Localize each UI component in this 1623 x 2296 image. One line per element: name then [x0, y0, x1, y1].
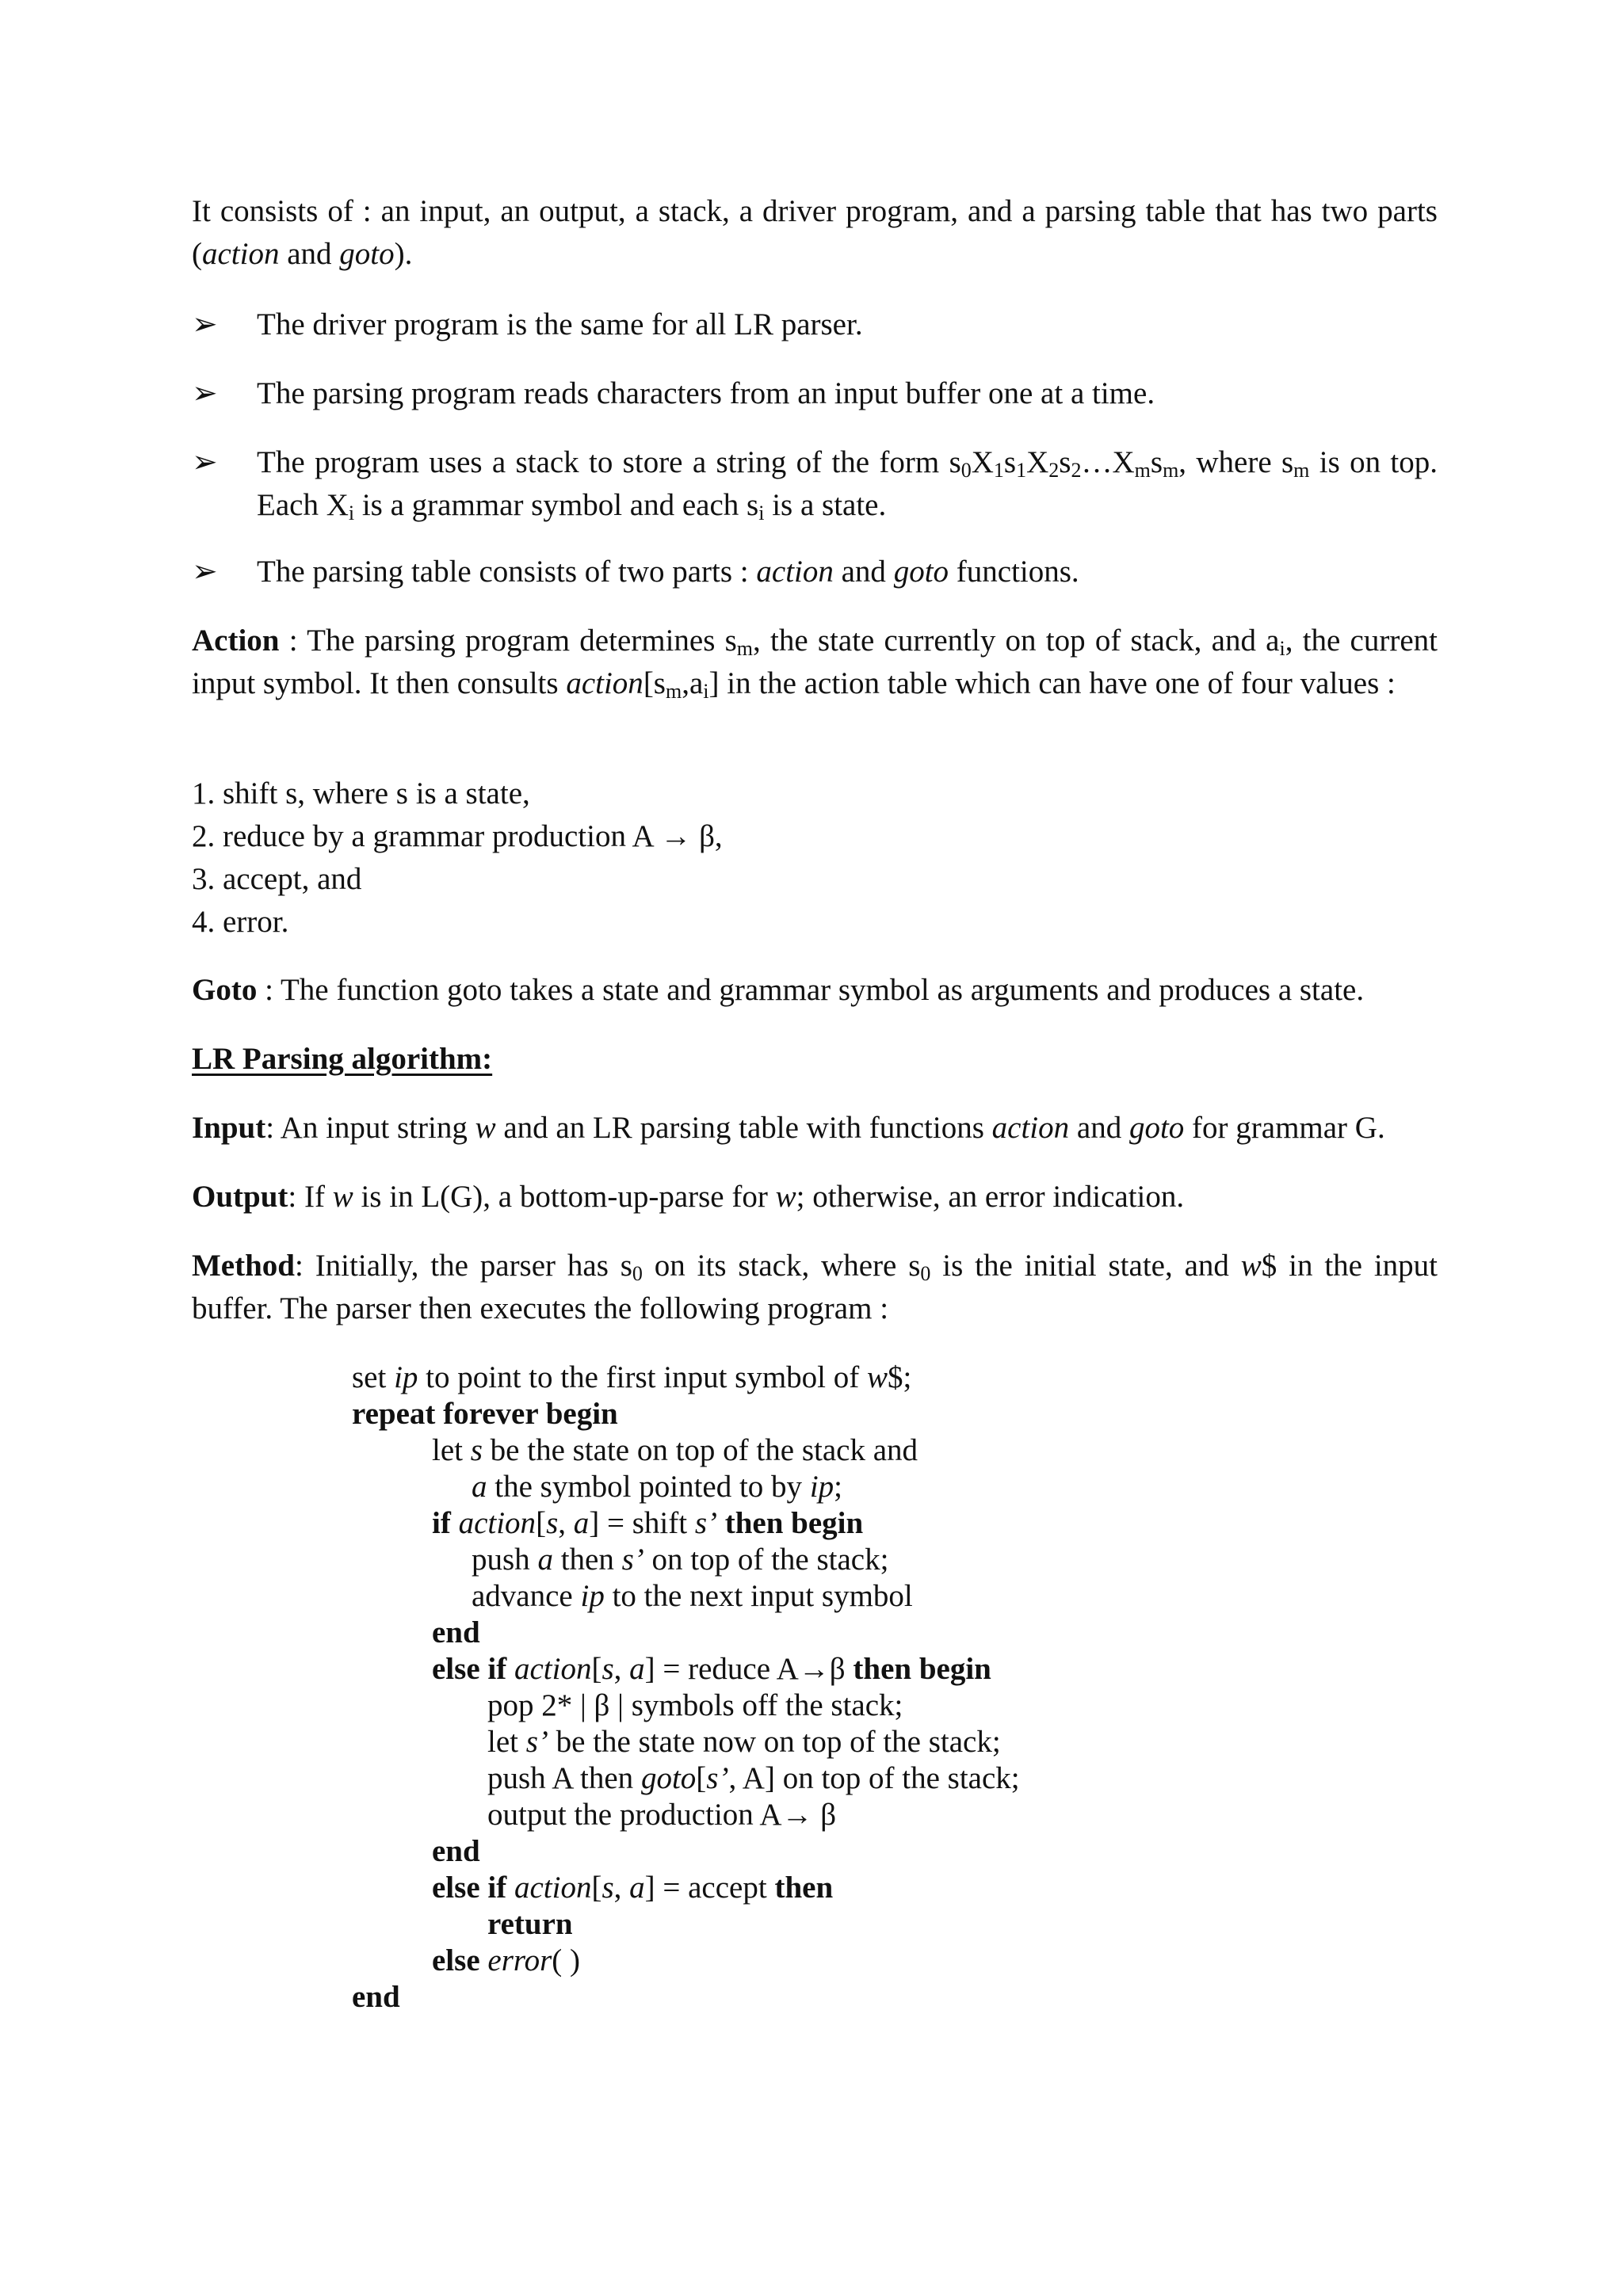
- bullet-text: The parsing table consists of two parts : action and goto functions.: [257, 555, 1079, 589]
- action-label: Action: [192, 624, 280, 658]
- intro-paragraph: [192, 190, 1438, 276]
- code-line: let s be the state on top of the stack and: [432, 1433, 918, 1467]
- code-line: pop 2* | β | symbols off the stack;: [487, 1688, 903, 1722]
- code-line: if action[s, a] = shift s’ then begin: [432, 1506, 864, 1540]
- intro-text: It consists of : an input, an output, a stack, a driver program, and a parsing table that has two parts (: [192, 194, 1438, 271]
- goto-paragraph: Goto : The function goto takes a state and grammar symbol as arguments and produces a state.: [192, 973, 1365, 1007]
- bullet-arrow-icon: ➢: [192, 445, 218, 479]
- list-item: 1. shift s, where s is a state,: [192, 776, 530, 810]
- code-line: advance ip to the next input symbol: [472, 1579, 913, 1613]
- code-line: end: [352, 1980, 400, 2014]
- code-line: end: [432, 1615, 480, 1650]
- action-paragraph: Action : The parsing program determines $s_m$, the state currently on top of stack, and $a_i$, the current input symbol. It then consults $action[s_m,a_i]$ in the action table which can have one of four values :: [192, 624, 1438, 703]
- bullet-arrow-icon: ➢: [192, 376, 218, 410]
- intro-action-term: action: [202, 237, 280, 271]
- code-line: else if action[s, a] = accept then: [432, 1871, 834, 1905]
- list-item: 3. accept, and: [192, 862, 362, 896]
- bullet-text: The driver program is the same for all LR parser.: [257, 307, 863, 341]
- method-paragraph: Method: Initially, the parser has $s_0$ on its stack, where $s_0$ is the initial state, and w$ in the input buffer. The parser then executes the following program :: [192, 1249, 1438, 1325]
- code-line: end: [432, 1834, 480, 1868]
- intro-and: and: [279, 237, 340, 271]
- output-label: Output: [192, 1180, 288, 1214]
- code-line: set ip to point to the first input symbol of w$;: [352, 1360, 912, 1394]
- algorithm-heading: LR Parsing algorithm:: [192, 1042, 493, 1076]
- code-line: else error( ): [432, 1943, 581, 1978]
- output-paragraph: Output: If w is in L(G), a bottom-up-parse for w; otherwise, an error indication.: [192, 1180, 1185, 1214]
- code-line: push A then goto[s’, A] on top of the stack;: [487, 1761, 1020, 1795]
- code-line: push a then s’ on top of the stack;: [472, 1543, 889, 1577]
- bullet-arrow-icon: ➢: [192, 555, 218, 589]
- code-line: repeat forever begin: [352, 1397, 618, 1431]
- code-line: return: [487, 1907, 573, 1941]
- code-line: output the production A→ β: [487, 1798, 837, 1832]
- list-item: 2. reduce by a grammar production A → β,: [192, 819, 723, 853]
- input-paragraph: Input: An input string w and an LR parsing table with functions action and goto for grammar G.: [192, 1111, 1385, 1145]
- intro-goto-term: goto: [339, 237, 395, 271]
- intro-close: ).: [394, 237, 413, 271]
- bullet-text: The program uses a stack to store a string of the form $s_0X_1s_1X_2s_2\dots X_ms_m$, where $s_m$ is on top. Each $X_i$ is a grammar symbol and each $s_i$ is a state.: [257, 445, 1438, 524]
- input-label: Input: [192, 1111, 266, 1145]
- code-line: a the symbol pointed to by ip;: [472, 1470, 842, 1504]
- code-line: else if action[s, a] = reduce A→β then begin: [432, 1652, 991, 1686]
- code-line: let s’ be the state now on top of the stack;: [487, 1725, 1001, 1759]
- bullet-arrow-icon: ➢: [192, 307, 218, 341]
- goto-label: Goto: [192, 973, 258, 1007]
- bullet-text: The parsing program reads characters from an input buffer one at a time.: [257, 376, 1155, 410]
- list-item: 4. error.: [192, 905, 289, 939]
- method-label: Method: [192, 1249, 295, 1283]
